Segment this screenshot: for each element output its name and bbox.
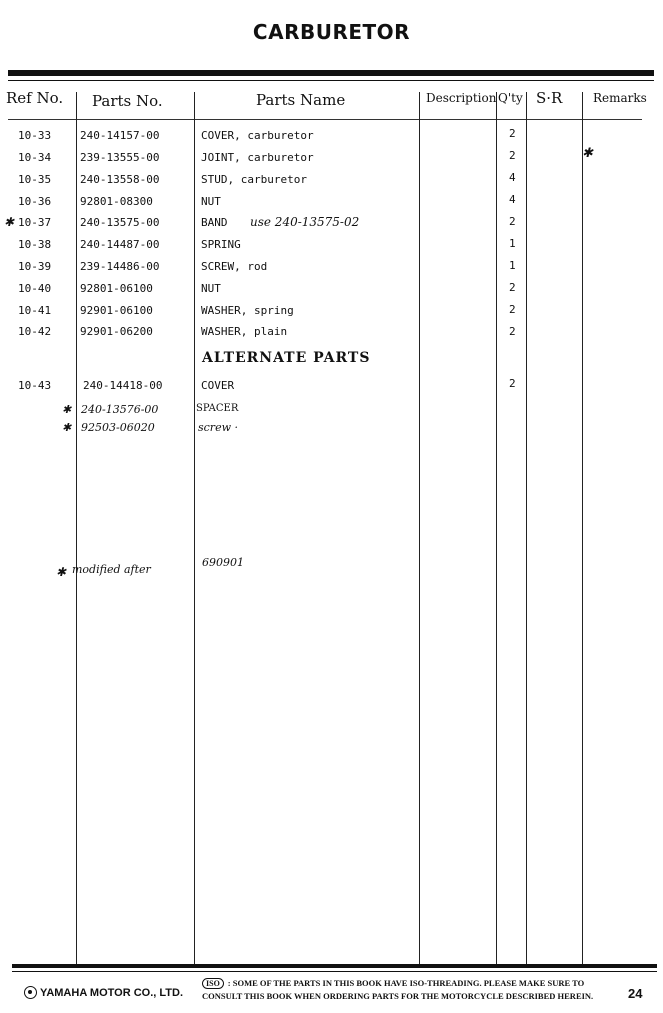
part-number: 240-14487-00 xyxy=(80,238,160,251)
header-remarks: Remarks xyxy=(593,91,647,105)
quantity: 2 xyxy=(509,149,516,162)
ref-number: 10-38 xyxy=(18,238,52,251)
quantity: 2 xyxy=(509,303,516,316)
part-name: BAND xyxy=(201,216,228,229)
column-line-3 xyxy=(419,92,420,965)
quantity: 4 xyxy=(509,171,516,184)
quantity: 2 xyxy=(509,377,516,390)
header-parts-no: Parts No. xyxy=(92,92,163,110)
column-line-5 xyxy=(526,92,527,965)
handwritten-part-number: 92503-06020 xyxy=(81,421,155,434)
ref-number: 10-36 xyxy=(18,195,52,208)
part-name: NUT xyxy=(201,195,221,208)
ref-number: 10-34 xyxy=(18,151,52,164)
alternate-parts-heading: ALTERNATE PARTS xyxy=(202,350,371,366)
top-rule-thin xyxy=(8,80,654,81)
company-logo xyxy=(24,986,183,999)
bottom-rule-thick xyxy=(12,964,657,968)
page-number: 24 xyxy=(628,986,643,1001)
part-name: NUT xyxy=(201,282,221,295)
quantity: 2 xyxy=(509,325,516,338)
company-name: YAMAHA MOTOR CO., LTD. xyxy=(40,986,183,999)
header-ref-no: Ref No. xyxy=(6,89,64,107)
quantity: 1 xyxy=(509,259,516,272)
part-name: JOINT, carburetor xyxy=(201,151,314,164)
ref-number: 10-42 xyxy=(18,325,52,338)
column-line-6 xyxy=(582,92,583,965)
ref-number: 10-40 xyxy=(18,282,52,295)
part-name: SCREW, rod xyxy=(201,260,268,273)
part-name: SPRING xyxy=(201,238,241,251)
part-number: 240-14157-00 xyxy=(80,129,160,142)
quantity: 2 xyxy=(509,215,516,228)
part-number: 92801-08300 xyxy=(80,195,153,208)
part-number: 240-14418-00 xyxy=(83,379,163,392)
iso-note-line-2: CONSULT THIS BOOK WHEN ORDERING PARTS FOR THE MOTORCYCLE DESCRIBED HEREIN. xyxy=(202,991,594,1001)
ref-number: 10-35 xyxy=(18,173,52,186)
part-name: STUD, carburetor xyxy=(201,173,307,186)
header-bottom-rule xyxy=(8,119,642,120)
header-sr: S·R xyxy=(536,89,563,107)
handwritten-serial-number: 690901 xyxy=(202,556,244,569)
part-name: WASHER, spring xyxy=(201,304,294,317)
part-number: 92801-06100 xyxy=(80,282,153,295)
handwritten-band-note: use 240-13575-02 xyxy=(250,215,360,229)
ref-number: 10-33 xyxy=(18,129,52,142)
iso-badge: ISO xyxy=(202,978,224,989)
top-rule-thick xyxy=(8,70,654,76)
ref-number: 10-41 xyxy=(18,304,52,317)
column-line-2 xyxy=(194,92,195,965)
ref-number: 10-37 xyxy=(18,216,52,229)
quantity: 2 xyxy=(509,281,516,294)
tuning-fork-logo-icon xyxy=(24,986,37,999)
quantity: 2 xyxy=(509,127,516,140)
handwritten-part-name: SPACER xyxy=(196,403,239,414)
column-line-1 xyxy=(76,92,77,965)
column-line-4 xyxy=(496,92,497,965)
handwritten-asterisk: ✱ xyxy=(62,421,72,434)
handwritten-remarks-mark: ✱ xyxy=(582,146,593,161)
header-description: Description xyxy=(426,91,497,105)
quantity: 4 xyxy=(509,193,516,206)
bottom-rule-thin xyxy=(12,971,657,972)
handwritten-asterisk: ✱ xyxy=(62,403,72,416)
handwritten-part-number: 240-13576-00 xyxy=(81,403,159,416)
page-title: CARBURETOR xyxy=(252,20,411,44)
part-number: 240-13558-00 xyxy=(80,173,160,186)
handwritten-modified-note: modified after xyxy=(72,563,151,576)
header-qty: Q'ty xyxy=(498,91,523,105)
part-number: 240-13575-00 xyxy=(80,216,160,229)
header-parts-name: Parts Name xyxy=(256,91,346,109)
ref-number: 10-39 xyxy=(18,260,52,273)
part-name: COVER xyxy=(201,379,235,392)
part-name: WASHER, plain xyxy=(201,325,288,338)
part-number: 92901-06100 xyxy=(80,304,153,317)
handwritten-part-name: screw · xyxy=(198,421,238,434)
handwritten-asterisk: ✱ xyxy=(56,565,67,579)
iso-note-line-1 xyxy=(202,978,584,989)
part-number: 239-13555-00 xyxy=(80,151,160,164)
ref-number: 10-43 xyxy=(18,379,52,392)
part-name: COVER, carburetor xyxy=(201,129,314,142)
part-number: 239-14486-00 xyxy=(80,260,160,273)
quantity: 1 xyxy=(509,237,516,250)
handwritten-asterisk-10-37: ✱ xyxy=(4,215,15,229)
part-number: 92901-06200 xyxy=(80,325,153,338)
iso-note-text-1: : SOME OF THE PARTS IN THIS BOOK HAVE ISO-THREADING. PLEASE MAKE SURE TO xyxy=(227,978,585,988)
